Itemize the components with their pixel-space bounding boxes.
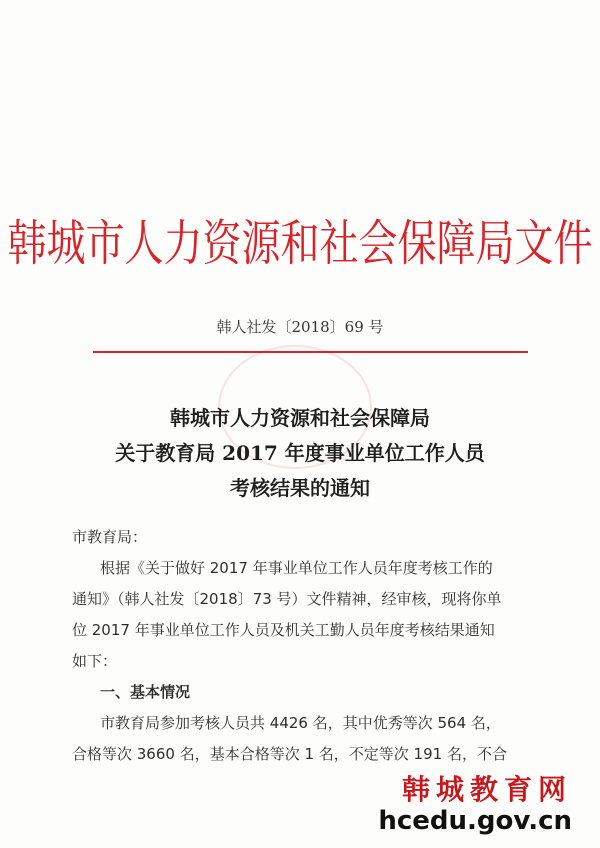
watermark-site-name: 韩城教育网 <box>401 773 572 806</box>
paragraph-2-line-2: 合格等次 3660 名，基本合格等次 1 名，不定等次 191 名，不合 <box>72 745 507 763</box>
paragraph-1-line-2: 通知》（韩人社发〔2018〕73 号）文件精神，经审核，现将你单 <box>72 590 502 608</box>
paragraph-2-line-1: 市教育局参加考核人员共 4426 名，其中优秀等次 564 名， <box>100 714 501 732</box>
notice-title-line-2: 关于教育局 2017 年度事业单位工作人员 <box>115 441 485 465</box>
document-header-title: 韩城市人力资源和社会保障局文件 <box>7 216 593 273</box>
notice-title-line-1: 韩城市人力资源和社会保障局 <box>170 406 430 430</box>
red-divider-line <box>93 351 528 353</box>
notice-title-line-3: 考核结果的通知 <box>230 476 370 500</box>
section-1-heading: 一、基本情况 <box>100 683 191 701</box>
paragraph-1-line-3: 位 2017 年事业单位工作人员及机关工勤人员年度考核结果通知 <box>72 621 495 639</box>
watermark-url: hcedu.gov.cn <box>378 806 572 836</box>
paragraph-1-line-4: 如下： <box>72 652 118 670</box>
paragraph-1-line-1: 根据《关于做好 2017 年事业单位工作人员年度考核工作的 <box>100 559 493 577</box>
document-number: 韩人社发〔2018〕69 号 <box>216 318 384 336</box>
recipient-line: 市教育局： <box>72 528 148 546</box>
